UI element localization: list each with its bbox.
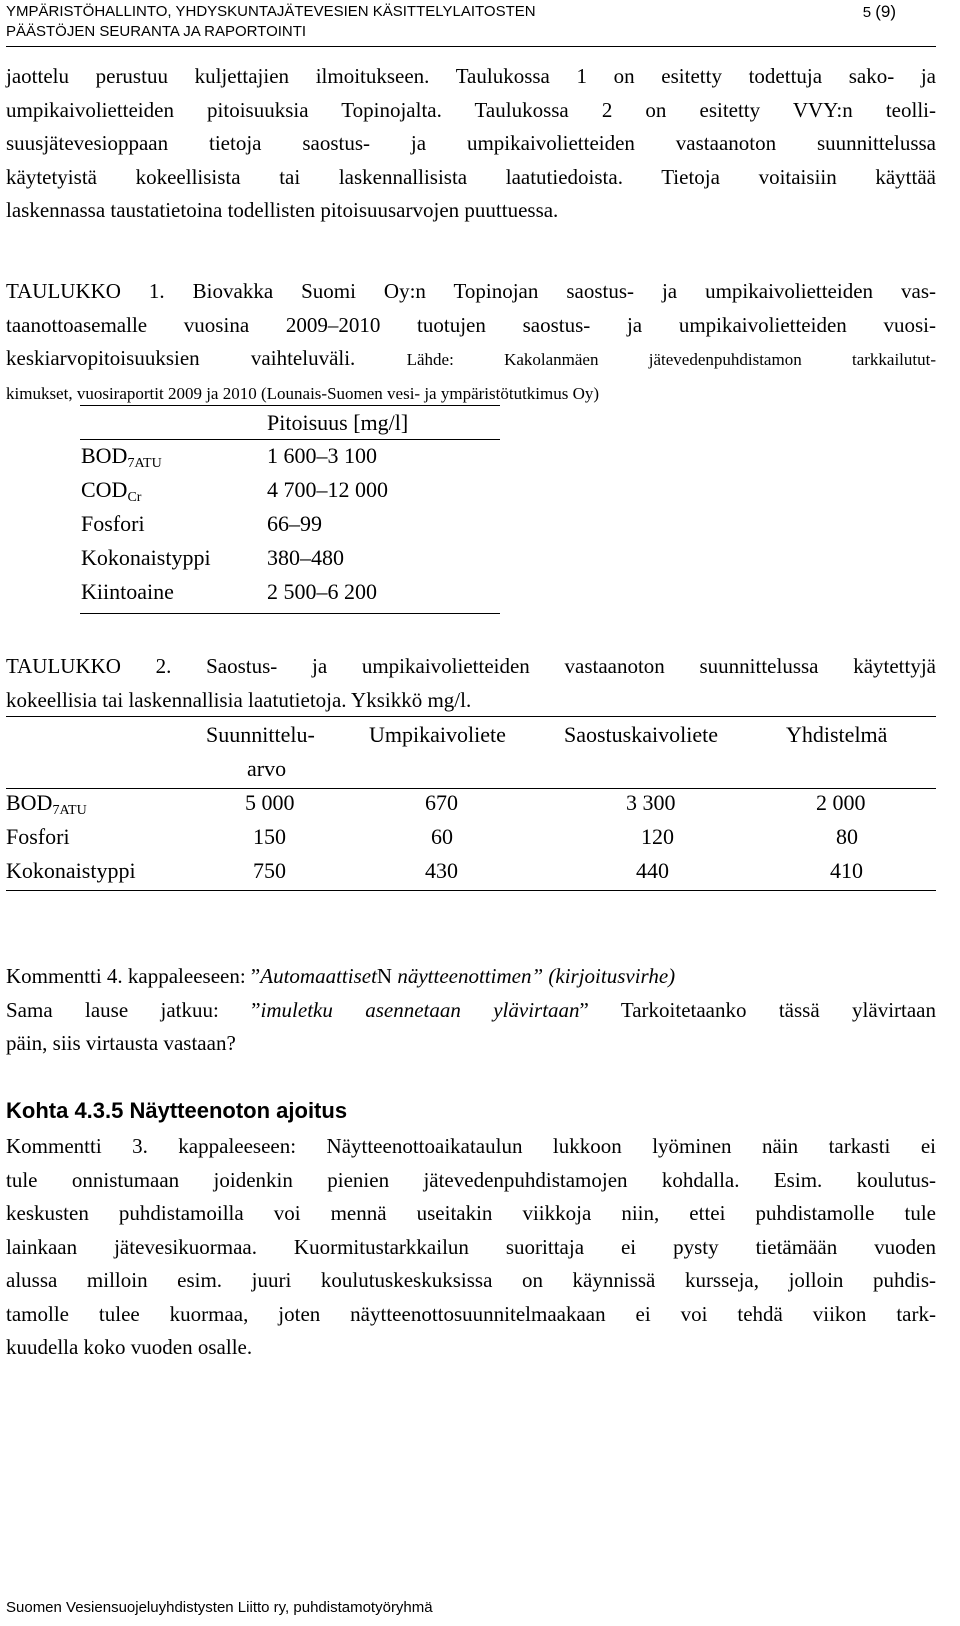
- running-header: [6, 2, 896, 42]
- caption-line: kimukset, vuosiraportit 2009 ja 2010 (Lounais-Suomen vesi- ja ympäristötutkimus Oy): [6, 383, 600, 403]
- caption-line: TAULUKKO 1. Biovakka Suomi Oy:n Topinojan saostus- ja umpikaivolietteiden vas-: [6, 279, 936, 303]
- column-header-yhdistelma: Yhdistelmä: [786, 722, 888, 747]
- comment4-line: päin, siis virtausta vastaan?: [6, 1031, 236, 1055]
- section-paragraph: [6, 1130, 936, 1365]
- row-label: Kokonaistyppi: [6, 858, 136, 883]
- section-line: tule onnistumaan joidenkin pienien jätevedenpuhdistamojen kohdalla. Esim. koulutus-: [6, 1167, 936, 1192]
- page-number-current: 5: [862, 4, 872, 21]
- comment-text: Sama lause jatkuu: ”: [6, 997, 261, 1022]
- label-subscript: Cr: [127, 490, 142, 505]
- section-line: alussa milloin esim. juuri koulutuskeskuksissa on käynnissä kursseja, jolloin puhdis-: [6, 1268, 936, 1292]
- comment4-line: [6, 960, 936, 994]
- comment-italic: imuletku asennetaan ylävirtaan: [260, 997, 580, 1022]
- row-value: 4 700–12 000: [267, 477, 388, 502]
- intro-line: umpikaivolietteiden pitoisuuksia Topinojalta. Taulukossa 2 on esitetty VVY:n teolli-: [6, 97, 936, 122]
- table2-caption: [6, 650, 936, 717]
- intro-line: suusjätevesioppaan tietoja saostus- ja umpikaivolietteiden vastaanoton suunnittelussa: [6, 131, 936, 155]
- table1-header-rule: [80, 439, 500, 440]
- row-label: [81, 443, 162, 469]
- caption-line: [6, 342, 936, 377]
- row-label: [6, 790, 87, 816]
- section-heading: Kohta 4.3.5 Näytteenoton ajoitus: [6, 1098, 348, 1123]
- caption-line: kokeellisia tai laskennallisia laatutietoja. Yksikkö mg/l.: [6, 687, 472, 712]
- table-cell: 410: [830, 858, 863, 883]
- header-line-1: YMPÄRISTÖHALLINTO, YHDYSKUNTAJÄTEVESIEN KÄSITTELYLAITOSTEN: [6, 3, 536, 20]
- table-cell: 120: [641, 824, 674, 849]
- comment4-paragraph: [6, 960, 936, 1061]
- section-line: kuudella koko vuoden osalle.: [6, 1335, 253, 1359]
- comment-italic: Automaattiset: [260, 964, 377, 988]
- table-cell: 5 000: [245, 790, 295, 815]
- table-cell: 3 300: [626, 790, 676, 815]
- intro-line: käytetyistä kokeellisista tai laskennallisista laatutiedoista. Tietoja voitaisiin käyttää: [6, 164, 936, 189]
- row-value: 380–480: [267, 545, 344, 570]
- section-line: Kommentti 3. kappaleeseen: Näytteenottoaikataulun lukkoon lyöminen näin tarkasti ei: [6, 1134, 936, 1158]
- table-cell: 670: [425, 790, 458, 815]
- comment4-line: [6, 994, 936, 1028]
- row-label: Kokonaistyppi: [81, 545, 211, 570]
- intro-line: jaottelu perustuu kuljettajien ilmoitukseen. Taulukossa 1 on esitetty todettuja sako- ja: [6, 64, 936, 88]
- row-value: 2 500–6 200: [267, 579, 377, 604]
- table1-bottom-rule: [80, 613, 500, 614]
- table-cell: 150: [253, 824, 286, 849]
- table-cell: 80: [836, 824, 858, 849]
- caption-source: Lähde: Kakolanmäen jätevedenpuhdistamon tarkkailutut-: [406, 350, 937, 369]
- table1-top-rule: [80, 405, 500, 406]
- column-header-suunnitteluarvo: Suunnittelu-: [206, 722, 315, 747]
- section-line: keskusten puhdistamoilla voi mennä useitakin viikkoja niin, ettei puhdistamolle tule: [6, 1201, 936, 1225]
- header-rule: [6, 46, 936, 47]
- table-cell: 750: [253, 858, 286, 883]
- intro-line: laskennassa taustatietoina todellisten pitoisuusarvojen puuttuessa.: [6, 198, 559, 222]
- label-text: BOD: [81, 443, 128, 468]
- column-header-saostuskaivoliete: Saostuskaivoliete: [564, 722, 718, 747]
- page-number-total: (9): [875, 2, 896, 21]
- caption-line: taanottoasemalle vuosina 2009–2010 tuotujen saostus- ja umpikaivolietteiden vuosi-: [6, 312, 936, 337]
- page-number: [863, 2, 896, 23]
- section-line: lainkaan jätevesikuormaa. Kuormitustarkkailun suorittaja ei pysty tietämään vuoden: [6, 1234, 936, 1259]
- comment-italic: näytteenottimen” (kirjoitusvirhe): [392, 964, 676, 988]
- label-subscript: 7ATU: [52, 803, 87, 818]
- label-text: BOD: [6, 790, 53, 815]
- table-cell: 440: [636, 858, 669, 883]
- row-value: 1 600–3 100: [267, 443, 377, 468]
- table2-top-rule: [6, 716, 936, 717]
- caption-text: keskiarvopitoisuuksien vaihteluväli.: [6, 346, 356, 370]
- page-footer: Suomen Vesiensuojeluyhdistysten Liitto ry, puhdistamotyöryhmä: [6, 1599, 433, 1616]
- row-value: 66–99: [267, 511, 322, 536]
- column-header-pitoisuus: Pitoisuus [mg/l]: [267, 410, 409, 435]
- column-header-suunnitteluarvo-cont: arvo: [247, 756, 287, 781]
- row-label: [81, 477, 141, 503]
- label-subscript: 7ATU: [127, 456, 162, 471]
- table2-bottom-rule: [6, 890, 936, 891]
- row-label: Fosfori: [6, 824, 70, 849]
- row-label: Kiintoaine: [81, 579, 174, 604]
- table-cell: 60: [431, 824, 453, 849]
- table1-caption: [6, 275, 936, 410]
- label-text: COD: [81, 477, 128, 502]
- row-label: Fosfori: [81, 511, 145, 536]
- section-line: tamolle tulee kuormaa, joten näytteenottosuunnitelmaakaan ei voi tehdä viikon tark-: [6, 1301, 936, 1326]
- table-cell: 2 000: [816, 790, 866, 815]
- column-header-umpikaivoliete: Umpikaivoliete: [369, 722, 506, 747]
- header-line-2: PÄÄSTÖJEN SEURANTA JA RAPORTOINTI: [6, 23, 307, 40]
- comment-text: Kommentti 4. kappaleeseen: ”: [6, 964, 261, 988]
- comment-text: N: [376, 964, 393, 988]
- intro-paragraph: [6, 60, 936, 228]
- table-cell: 430: [425, 858, 458, 883]
- caption-line: TAULUKKO 2. Saostus- ja umpikaivolietteiden vastaanoton suunnittelussa käytettyjä: [6, 654, 936, 678]
- comment-text: ” Tarkoitetaanko tässä ylävirtaan: [579, 997, 936, 1022]
- table2-header-rule: [6, 788, 936, 789]
